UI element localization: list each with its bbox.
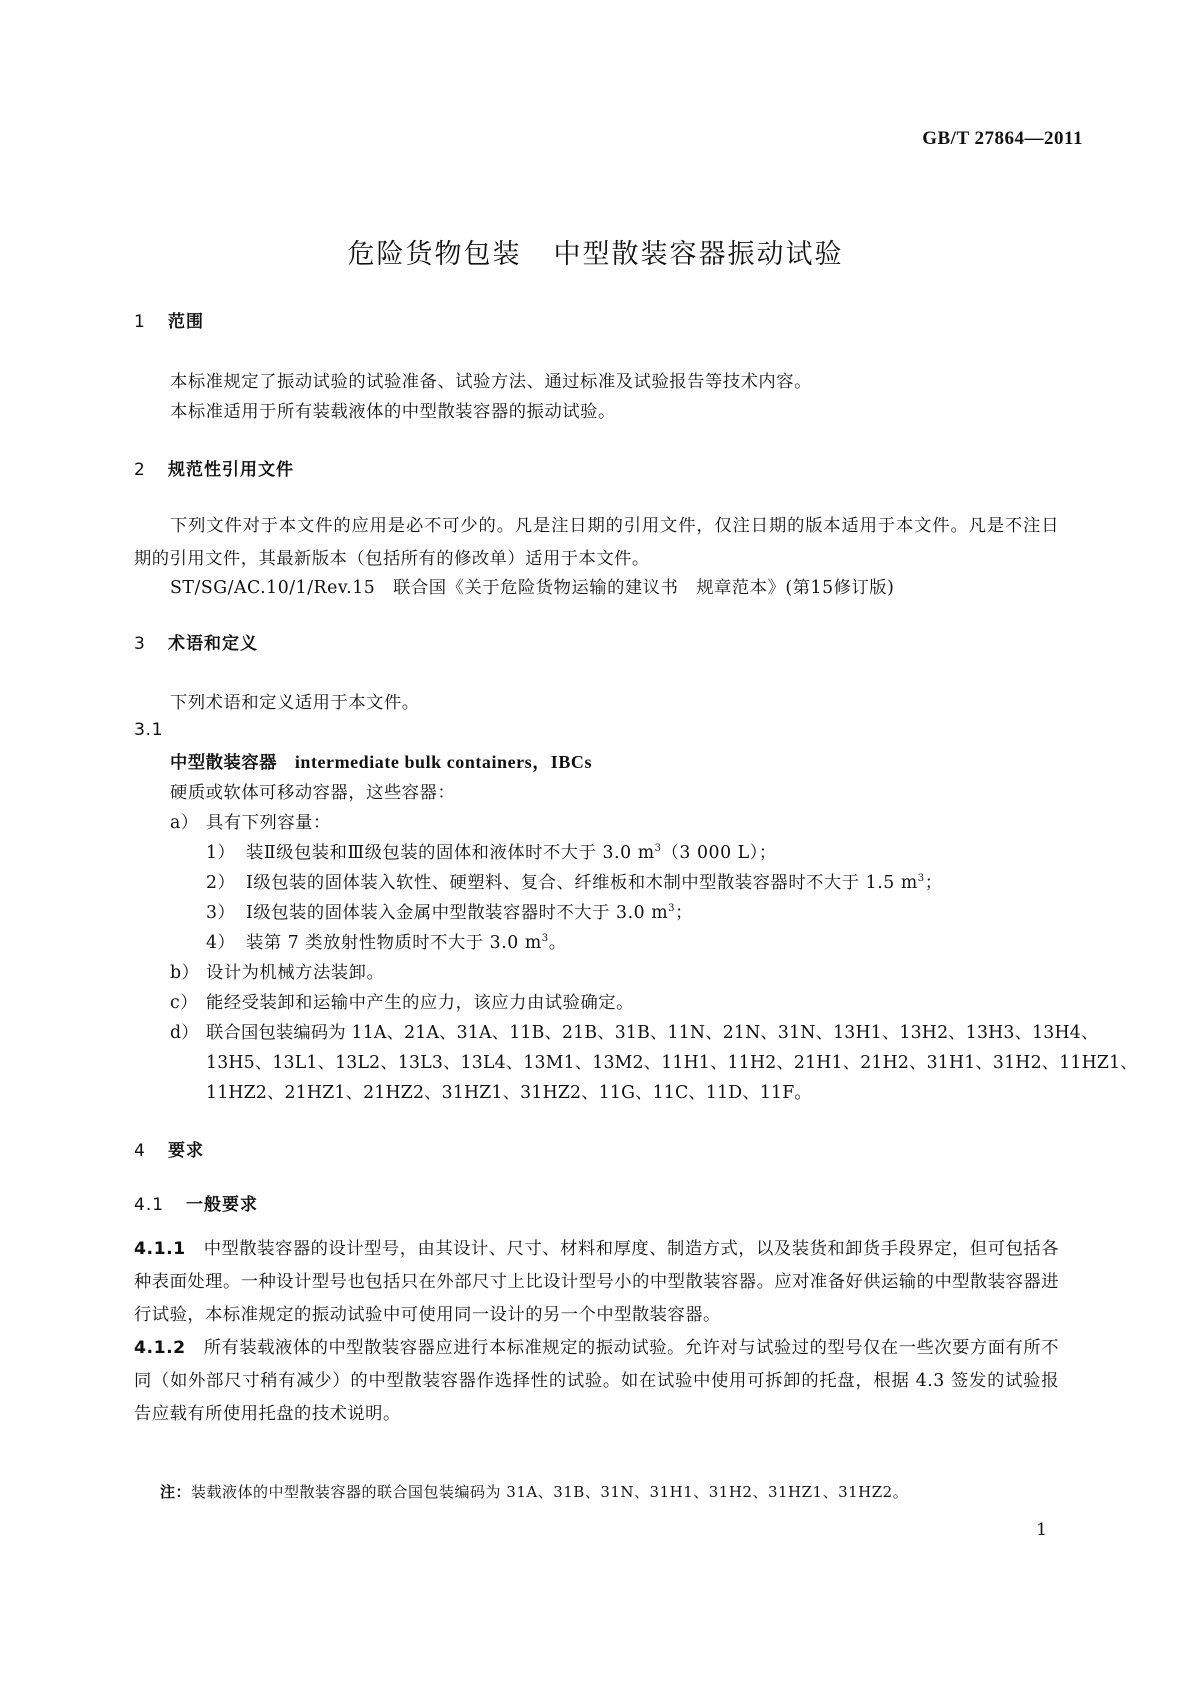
list-item-a4: 4） 装第 7 类放射性物质时不大于 3.0 $m^3$。 — [206, 933, 567, 953]
note-label: 注： — [160, 1483, 192, 1501]
term-chinese: 中型散装容器 — [170, 753, 277, 773]
reference-title: 联合国《关于危险货物运输的建议书 规章范本》(第15修订版) — [393, 578, 895, 598]
list-item-a3: 3） Ⅰ级包装的固体装入金属中型散装容器时不大于 3.0 $m^3$； — [206, 903, 693, 923]
section-3-heading: 3 术语和定义 — [134, 634, 258, 654]
normative-reference — [170, 573, 894, 598]
clause-4-1-1-text: 中型散装容器的设计型号，由其设计、尺寸、材料和厚度、制造方式，以及装货和卸货手段界定，但可包括各种表面处理。一种设计型号也包括只在外部尺寸上比设计型号小的中型散装容器。应对准备好供运输的中型散装容器进行试验，本标准规定的振动试验中可使用同一设计的另一个中型散装容器。 — [134, 1239, 1059, 1325]
list-item-d: d） 联合国包装编码为 11A、21A、31A、11B、21B、31B、11N、21N、31N、13H1、13H2、13H3、13H4、 — [170, 1023, 1099, 1043]
clause-4-1-2-number: 4.1.2 — [134, 1338, 186, 1358]
term-heading — [170, 748, 592, 774]
page-number: 1 — [1036, 1520, 1047, 1540]
section-2-paragraph: 下列文件对于本文件的应用是必不可少的。凡是注日期的引用文件，仅注日期的版本适用于本文件。凡是不注日期的引用文件，其最新版本（包括所有的修改单）适用于本文件。 — [134, 516, 1059, 569]
section-3-intro: 下列术语和定义适用于本文件。 — [170, 693, 420, 713]
note-text: 装载液体的中型散装容器的联合国包装编码为 31A、31B、31N、31H1、31H2、31HZ1、31HZ2。 — [191, 1483, 909, 1501]
reference-code: ST/SG/AC.10/1/Rev.15 — [170, 578, 376, 598]
list-item-d-line-3: 11HZ2、21HZ1、21HZ2、31HZ1、31HZ2、11G、11C、11D、11F。 — [206, 1083, 812, 1103]
subsection-4-1-heading: 4.1 一般要求 — [134, 1195, 258, 1215]
clause-4-1-2-text: 所有装载液体的中型散装容器应进行本标准规定的振动试验。允许对与试验过的型号仅在一些次要方面有所不同（如外部尺寸稍有减少）的中型散装容器作选择性的试验。如在试验中使用可拆卸的托盘，根据 4.3 签发的试验报告应载有所使用托盘的技术说明。 — [134, 1338, 1059, 1424]
term-english: intermediate bulk containers，IBCs — [294, 752, 592, 772]
section-1-heading: 1 范围 — [134, 312, 204, 332]
list-item-b: b） 设计为机械方法装卸。 — [170, 963, 385, 983]
clause-4-1-1-number: 4.1.1 — [134, 1239, 186, 1259]
title-part-1: 危险货物包装 — [347, 239, 522, 270]
section-1-paragraph-1: 本标准规定了振动试验的试验准备、试验方法、通过标准及试验报告等技术内容。 — [170, 372, 812, 392]
list-item-c: c） 能经受装卸和运输中产生的应力，该应力由试验确定。 — [170, 993, 634, 1013]
term-number: 3.1 — [134, 720, 164, 740]
document-code: GB/T 27864—2011 — [922, 128, 1083, 149]
title-part-2: 中型散装容器振动试验 — [553, 239, 844, 270]
clause-4-1-1 — [134, 1233, 1059, 1332]
section-2-heading: 2 规范性引用文件 — [134, 460, 294, 480]
list-item-a: a） 具有下列容量： — [170, 813, 331, 833]
list-item-a1: 1） 装Ⅱ级包装和Ⅲ级包装的固体和液体时不大于 3.0 $m^3(3$ 000 L）； — [206, 843, 777, 863]
section-1-paragraph-2: 本标准适用于所有装载液体的中型散装容器的振动试验。 — [170, 402, 616, 422]
term-definition: 硬质或软体可移动容器，这些容器： — [170, 783, 456, 803]
section-4-heading: 4 要求 — [134, 1141, 204, 1161]
note — [160, 1481, 908, 1502]
list-item-d-line-2: 13H5、13L1、13L2、13L3、13L4、13M1、13M2、11H1、11H2、21H1、21H2、31H1、31H2、11HZ1、 — [206, 1053, 1138, 1073]
list-item-a2: 2） Ⅰ级包装的固体装入软性、硬塑料、复合、纤维板和木制中型散装容器时不大于 1.5 $m^3$； — [206, 873, 943, 893]
document-title — [0, 232, 1191, 271]
clause-4-1-2 — [134, 1332, 1059, 1431]
